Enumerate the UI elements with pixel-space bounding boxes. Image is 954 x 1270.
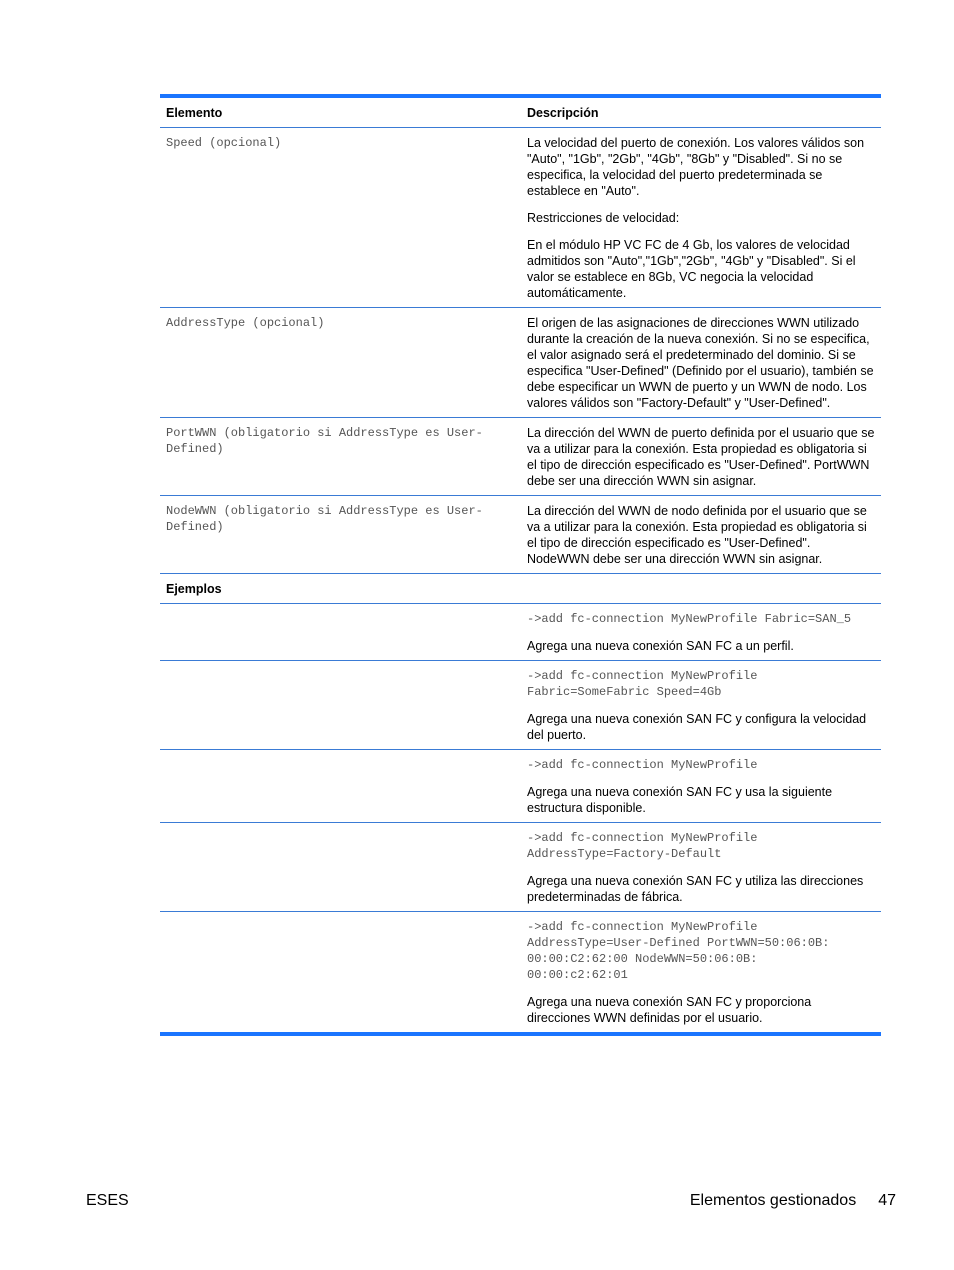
- desc-paragraph: La velocidad del puerto de conexión. Los valores válidos son "Auto", "1Gb", "2Gb", "4Gb", "8Gb" y "Disabled". Si no se especifica, la velocidad del puerto predeterminada se establece en "Auto".: [527, 136, 865, 198]
- element-description: [521, 308, 881, 417]
- element-description: [521, 128, 881, 307]
- example-description: Agrega una nueva conexión SAN FC y usa la siguiente estructura disponible.: [527, 785, 833, 815]
- element-description: [521, 496, 881, 573]
- example-code: ->add fc-connection MyNewProfile: [527, 758, 758, 772]
- desc-paragraph: La dirección del WWN de nodo definida por el usuario que se va a utilizar para la conexión. Esta propiedad es obligatoria si el tipo de dirección especificado es "User-Defined". NodeWWN debe ser una dirección WWN sin asignar.: [527, 504, 867, 566]
- element-name: Speed (opcional): [166, 136, 282, 150]
- example-row: [160, 823, 881, 912]
- header-description: Descripción: [527, 106, 599, 120]
- example-code: ->add fc-connection MyNewProfile Fabric=SAN_5: [527, 612, 852, 626]
- element-name: NodeWWN (obligatorio si AddressType es User-Defined): [166, 504, 483, 534]
- element-description: [521, 418, 881, 495]
- example-description: Agrega una nueva conexión SAN FC y proporciona direcciones WWN definidas por el usuario.: [527, 995, 812, 1025]
- example-row: [160, 604, 881, 661]
- desc-paragraph: La dirección del WWN de puerto definida por el usuario que se va a utilizar para la conexión. Esta propiedad es obligatoria si el tipo de dirección especificado es "User-Defined". PortWWN debe ser una dirección WWN sin asignar.: [527, 426, 875, 488]
- example-code: ->add fc-connection MyNewProfile AddressType=Factory-Default: [527, 831, 758, 861]
- elements-table: [160, 94, 881, 1036]
- table-row: [160, 496, 881, 574]
- example-description: Agrega una nueva conexión SAN FC y configura la velocidad del puerto.: [527, 712, 867, 742]
- header-element: Elemento: [166, 106, 223, 120]
- example-code: ->add fc-connection MyNewProfile Fabric=SomeFabric Speed=4Gb: [527, 669, 758, 699]
- desc-paragraph: En el módulo HP VC FC de 4 Gb, los valores de velocidad admitidos son "Auto","1Gb","2Gb", "4Gb" y "Disabled". Si el valor se establece en 8Gb, VC negocia la velocidad automáticamente.: [527, 238, 856, 300]
- example-row: [160, 661, 881, 750]
- page-number: 47: [878, 1192, 896, 1209]
- footer-section-title: Elementos gestionados: [689, 1192, 857, 1209]
- element-name: AddressType (opcional): [166, 316, 325, 330]
- footer-section: [668, 1192, 896, 1210]
- example-description: Agrega una nueva conexión SAN FC a un perfil.: [527, 639, 794, 653]
- table-row: [160, 128, 881, 308]
- desc-paragraph: El origen de las asignaciones de direcciones WWN utilizado durante la creación de la nueva conexión. Si no se especifica, el valor asignado será el predeterminado del dominio. Si se especifica "User-Defined" (Definido por el usuario), también se debe especificar un WWN de puerto y un WWN de nodo. Los valores válidos son "Factory-Default" y "User-Defined".: [527, 316, 874, 410]
- desc-paragraph: Restricciones de velocidad:: [527, 211, 680, 225]
- table-row: [160, 308, 881, 418]
- examples-header-row: [160, 574, 881, 604]
- element-name: PortWWN (obligatorio si AddressType es User-Defined): [166, 426, 483, 456]
- example-row: [160, 750, 881, 823]
- example-description: Agrega una nueva conexión SAN FC y utiliza las direcciones predeterminadas de fábrica.: [527, 874, 864, 904]
- examples-label: Ejemplos: [166, 582, 222, 596]
- example-code: ->add fc-connection MyNewProfile AddressType=User-Defined PortWWN=50:06:0B: 00:00:C2:62:00 NodeWWN=50:06:0B: 00:00:c2:62:01: [527, 920, 830, 982]
- example-row: [160, 912, 881, 1032]
- table-row: [160, 418, 881, 496]
- table-bottom-rule: [160, 1032, 881, 1036]
- table-header-row: [160, 98, 881, 128]
- footer-locale: ESES: [86, 1192, 129, 1209]
